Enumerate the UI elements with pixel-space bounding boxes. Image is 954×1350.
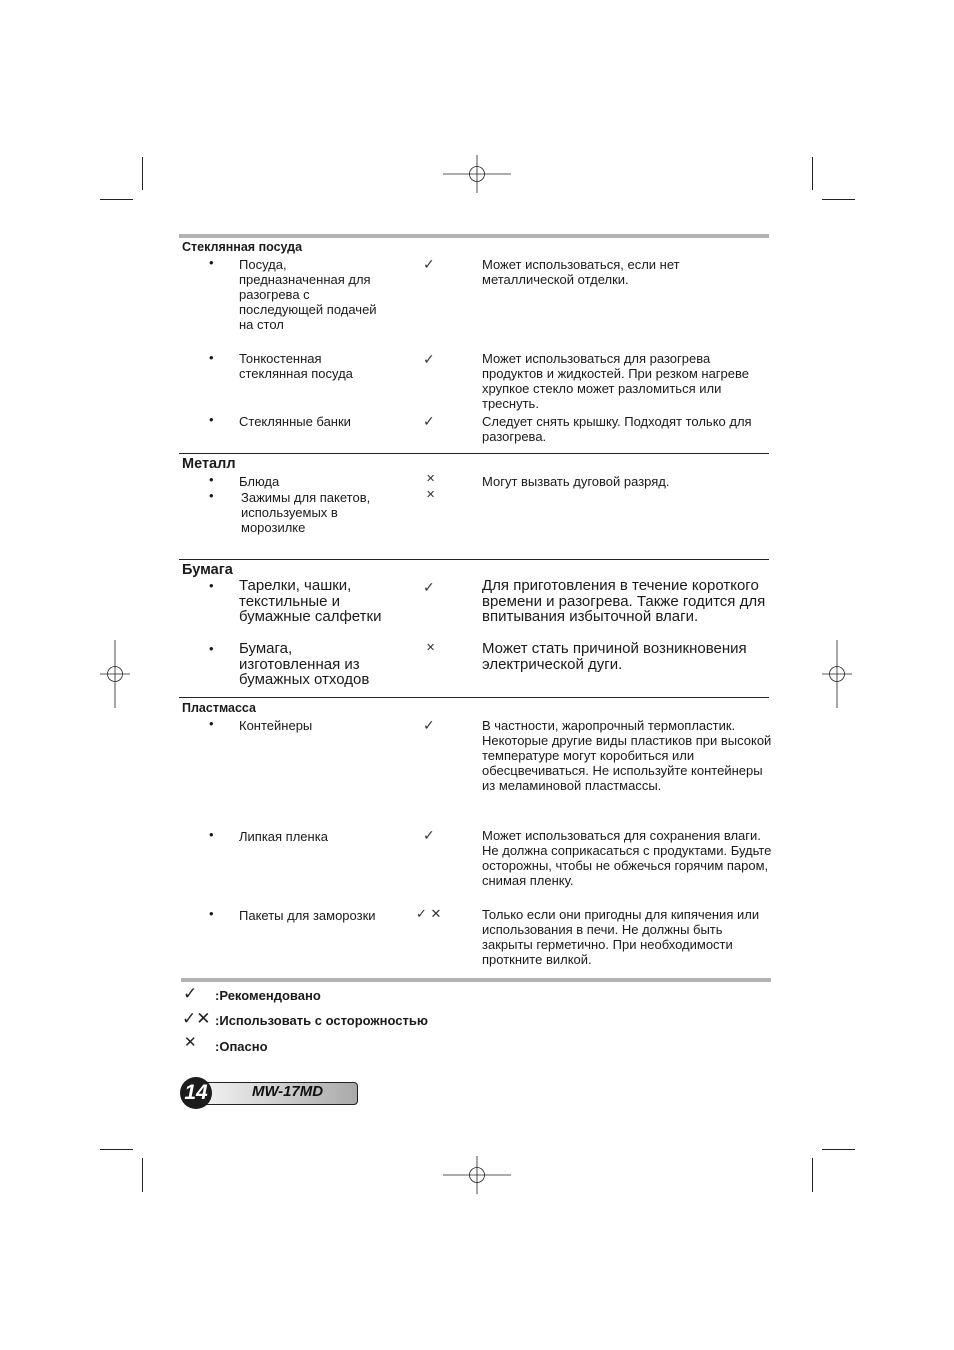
check-cross-icon: ✓ ✕ [416, 906, 442, 921]
legend-label: Рекомендовано [219, 988, 321, 1003]
cross-icon: ✕ [184, 1034, 197, 1051]
item-text: Тонкостенная стеклянная посуда [239, 351, 353, 381]
page-number: 14 [180, 1077, 212, 1109]
cross-icon: ✕ [426, 473, 436, 485]
cross-icon: ✕ [426, 642, 436, 654]
item-note: Может использоваться для сохранения влаги. Не должна соприкасаться с продуктами. Будьте осторожны, чтобы не обжечься горячим паром, снимая пленку. [482, 828, 772, 888]
legend-colon: : [215, 1039, 220, 1054]
bullet: • [209, 641, 214, 656]
section-title-plastic: Пластмасса [182, 701, 256, 715]
item-note: Может стать причиной возникновения электрической дуги. [482, 640, 747, 673]
item-text: Контейнеры [239, 718, 313, 733]
section-title-paper: Бумага [182, 562, 233, 578]
item-text: Тарелки, чашки, текстильные и бумажные салфетки [239, 577, 382, 626]
bullet: • [209, 578, 214, 593]
item-note: Могут вызвать дуговой разряд. [482, 474, 670, 489]
item-note: Только если они пригодны для кипячения или использования в печи. Не должны быть закрыты герметично. При необходимости проткните вилкой. [482, 907, 760, 967]
item-text: Липкая пленка [239, 829, 328, 844]
legend-caution [215, 1013, 428, 1028]
bullet: • [209, 255, 214, 270]
bullet: • [209, 412, 214, 427]
cross-icon: ✕ [426, 489, 436, 501]
model-label: MW-17MD [252, 1083, 324, 1100]
bullet: • [209, 472, 214, 487]
legend-colon: : [215, 1013, 220, 1028]
bullet: • [209, 827, 214, 842]
item-note: Следует снять крышку. Подходят только для разогрева. [482, 414, 752, 444]
check-icon: ✓ [423, 717, 435, 733]
legend-danger [215, 1039, 268, 1054]
check-icon: ✓ [183, 984, 198, 1003]
item-note: Для приготовления в течение короткого времени и разогрева. Также годится для впитывания избыточной влаги. [482, 577, 766, 626]
section-title-metal: Металл [182, 456, 236, 472]
check-icon: ✓ [423, 827, 435, 843]
legend-recommended [215, 988, 321, 1003]
item-text: Блюда [239, 474, 280, 489]
bullet: • [209, 906, 214, 921]
bullet: • [209, 488, 214, 503]
legend-colon: : [215, 988, 220, 1003]
bullet: • [209, 716, 214, 731]
legend-label: Использовать с осторожностью [219, 1013, 428, 1028]
check-icon: ✓ [423, 413, 435, 429]
check-icon: ✓ [423, 351, 435, 367]
item-text: Стеклянные банки [239, 414, 351, 429]
bullet: • [209, 350, 214, 365]
item-note: В частности, жаропрочный термопластик. Некоторые другие виды пластиков при высокой температуре могут коробиться или обесцвечиваться. Не используйте контейнеры из меламиновой пластмассы. [482, 718, 772, 793]
section-title-glass: Стеклянная посуда [182, 240, 303, 254]
item-text: Бумага, изготовленная из бумажных отходов [239, 640, 370, 689]
item-note: Может использоваться для разогрева продуктов и жидкостей. При резком нагреве хрупкое стекло может разломиться или треснуть. [482, 351, 749, 411]
check-icon: ✓ [423, 579, 435, 595]
item-text: Пакеты для заморозки [239, 908, 376, 923]
check-cross-icon: ✓✕ [182, 1009, 211, 1028]
item-text: Посуда, предназначенная для разогрева с последующей подачей на стол [239, 257, 377, 332]
item-note: Может использоваться, если нет металлической отделки. [482, 257, 680, 287]
check-icon: ✓ [423, 256, 435, 272]
item-text: Зажимы для пакетов, используемых в морозилке [241, 490, 371, 535]
legend-label: Опасно [219, 1039, 268, 1054]
